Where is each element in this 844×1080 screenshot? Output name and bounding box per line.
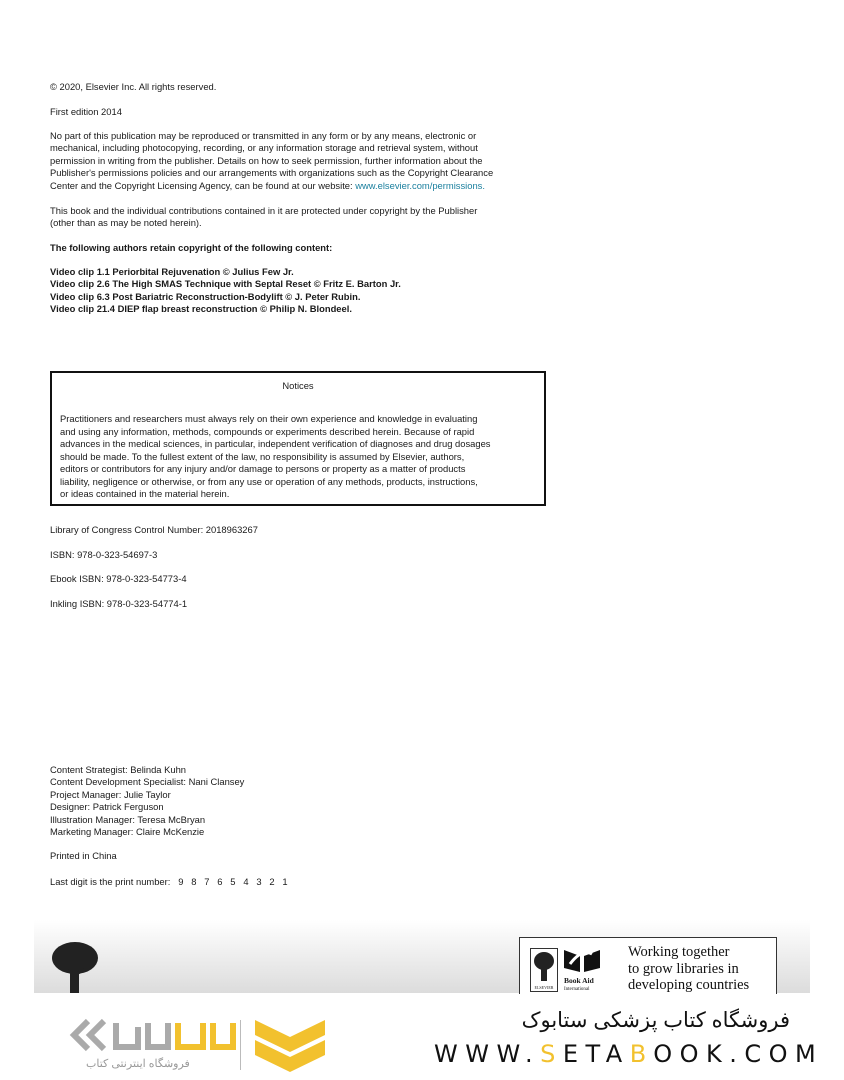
slogan-line: to grow libraries in [628,960,739,977]
print-number-line: Last digit is the print number: 9 8 7 6 5 4 3 2 1 [50,876,288,887]
copyright-line: © 2020, Elsevier Inc. All rights reserved. [50,81,217,92]
text-line: and using any information, methods, compounds or experiments described herein. Because of rapid [60,425,475,437]
store-title: فروشگاه کتاب پزشکی ستابوک [521,1009,790,1032]
notices-paragraph [60,413,490,501]
text-line: editors or contributors for any injury and/or damage to persons or property as a matter of products [60,463,466,474]
text-line: This book and the individual contributions contained in it are protected under copyright by the Publisher [50,205,478,216]
text-line: mechanical, including photocopying, recording, or any information storage and retrieval system, without [50,142,478,154]
tree-icon [531,949,557,983]
book-aid-sub: International [564,987,590,992]
video-clip-list [50,266,401,316]
ebook-isbn: Ebook ISBN: 978-0-323-54773-4 [50,573,187,584]
book-aid-name: Book Aid [564,976,594,985]
video-clip-item: Video clip 2.6 The High SMAS Technique with Septal Reset © Fritz E. Barton Jr. [50,278,401,290]
text-line: Practitioners and researchers must always rely on their own experience and knowledge in evaluating [60,413,478,424]
edition-line: First edition 2014 [50,106,122,117]
credit-item: Marketing Manager: Claire McKenzie [50,826,205,838]
url-part: WWW. [434,1040,541,1068]
url-part: B [629,1040,654,1068]
credit-item: Designer: Patrick Ferguson [50,801,164,813]
text-line: permission in writing from the publisher. Details on how to seek permission, further information about the [50,154,483,166]
text-line: should be made. To the fullest extent of the law, no responsibility is assumed by Elsevier, authors, [60,450,465,462]
elsevier-label: ELSEVIER [534,985,554,990]
notices-box [50,371,546,506]
setabook-logo-subtitle: فروشگاه اینترنتی کتاب [86,1058,190,1070]
setabook-logo-icon [68,1013,238,1057]
video-clip-item: Video clip 21.4 DIEP flap breast reconstruction © Philip N. Blondeel. [50,303,352,315]
credit-item: Content Strategist: Belinda Kuhn [50,764,187,775]
credit-item: Illustration Manager: Teresa McBryan [50,813,206,825]
loc-number: Library of Congress Control Number: 2018963267 [50,524,258,535]
video-clip-item: Video clip 1.1 Periorbital Rejuvenation © Julius Few Jr. [50,266,294,277]
url-part: S [540,1040,563,1068]
credit-item: Content Development Specialist: Nani Clansey [50,776,245,788]
url-part: OOK.COM [653,1040,824,1068]
book-aid-icon [562,946,602,974]
text-line: No part of this publication may be reproduced or transmitted in any form or by any means, electronic or [50,130,477,141]
text-line: Center and the Copyright Licensing Agency, can be found at our website: [50,179,356,191]
slogan-line: Working together [628,944,730,960]
book-aid-logo [562,946,602,992]
credit-item: Project Manager: Julie Taylor [50,788,171,800]
book-aid-banner [519,937,777,994]
permission-paragraph [50,130,493,192]
inkling-isbn: Inkling ISBN: 978-0-323-54774-1 [50,598,188,609]
logo-divider [240,1020,241,1070]
isbn: ISBN: 978-0-323-54697-3 [50,549,158,560]
authors-heading: The following authors retain copyright of the following content: [50,242,333,253]
credits-list [50,764,244,838]
video-clip-item: Video clip 6.3 Post Bariatric Reconstruction-Bodylift © J. Peter Rubin. [50,290,361,302]
printed-in: Printed in China [50,850,117,861]
text-line: Publisher's permissions policies and our arrangements with organizations such as the Copyright Clearance [50,167,494,179]
url-part: ETA [562,1040,630,1068]
setabook-chevron-icon [250,1015,330,1075]
elsevier-small-logo [530,948,558,992]
slogan-line: developing countries [628,977,750,993]
notices-title: Notices [282,380,314,391]
text-line: (other than as may be noted herein). [50,217,202,229]
book-aid-slogan [628,944,749,994]
elsevier-tree-logo-icon [50,940,100,993]
permissions-link[interactable]: www.elsevier.com/permissions. [355,179,485,191]
text-line: advances in the medical sciences, in particular, independent verification of diagnoses and drug dosages [60,438,491,449]
text-line: or ideas contained in the material herein. [60,488,230,499]
text-line: liability, negligence or otherwise, or from any use or operation of any methods, products, instructions, [60,475,478,487]
protection-paragraph [50,205,477,230]
store-url[interactable] [434,1040,823,1068]
